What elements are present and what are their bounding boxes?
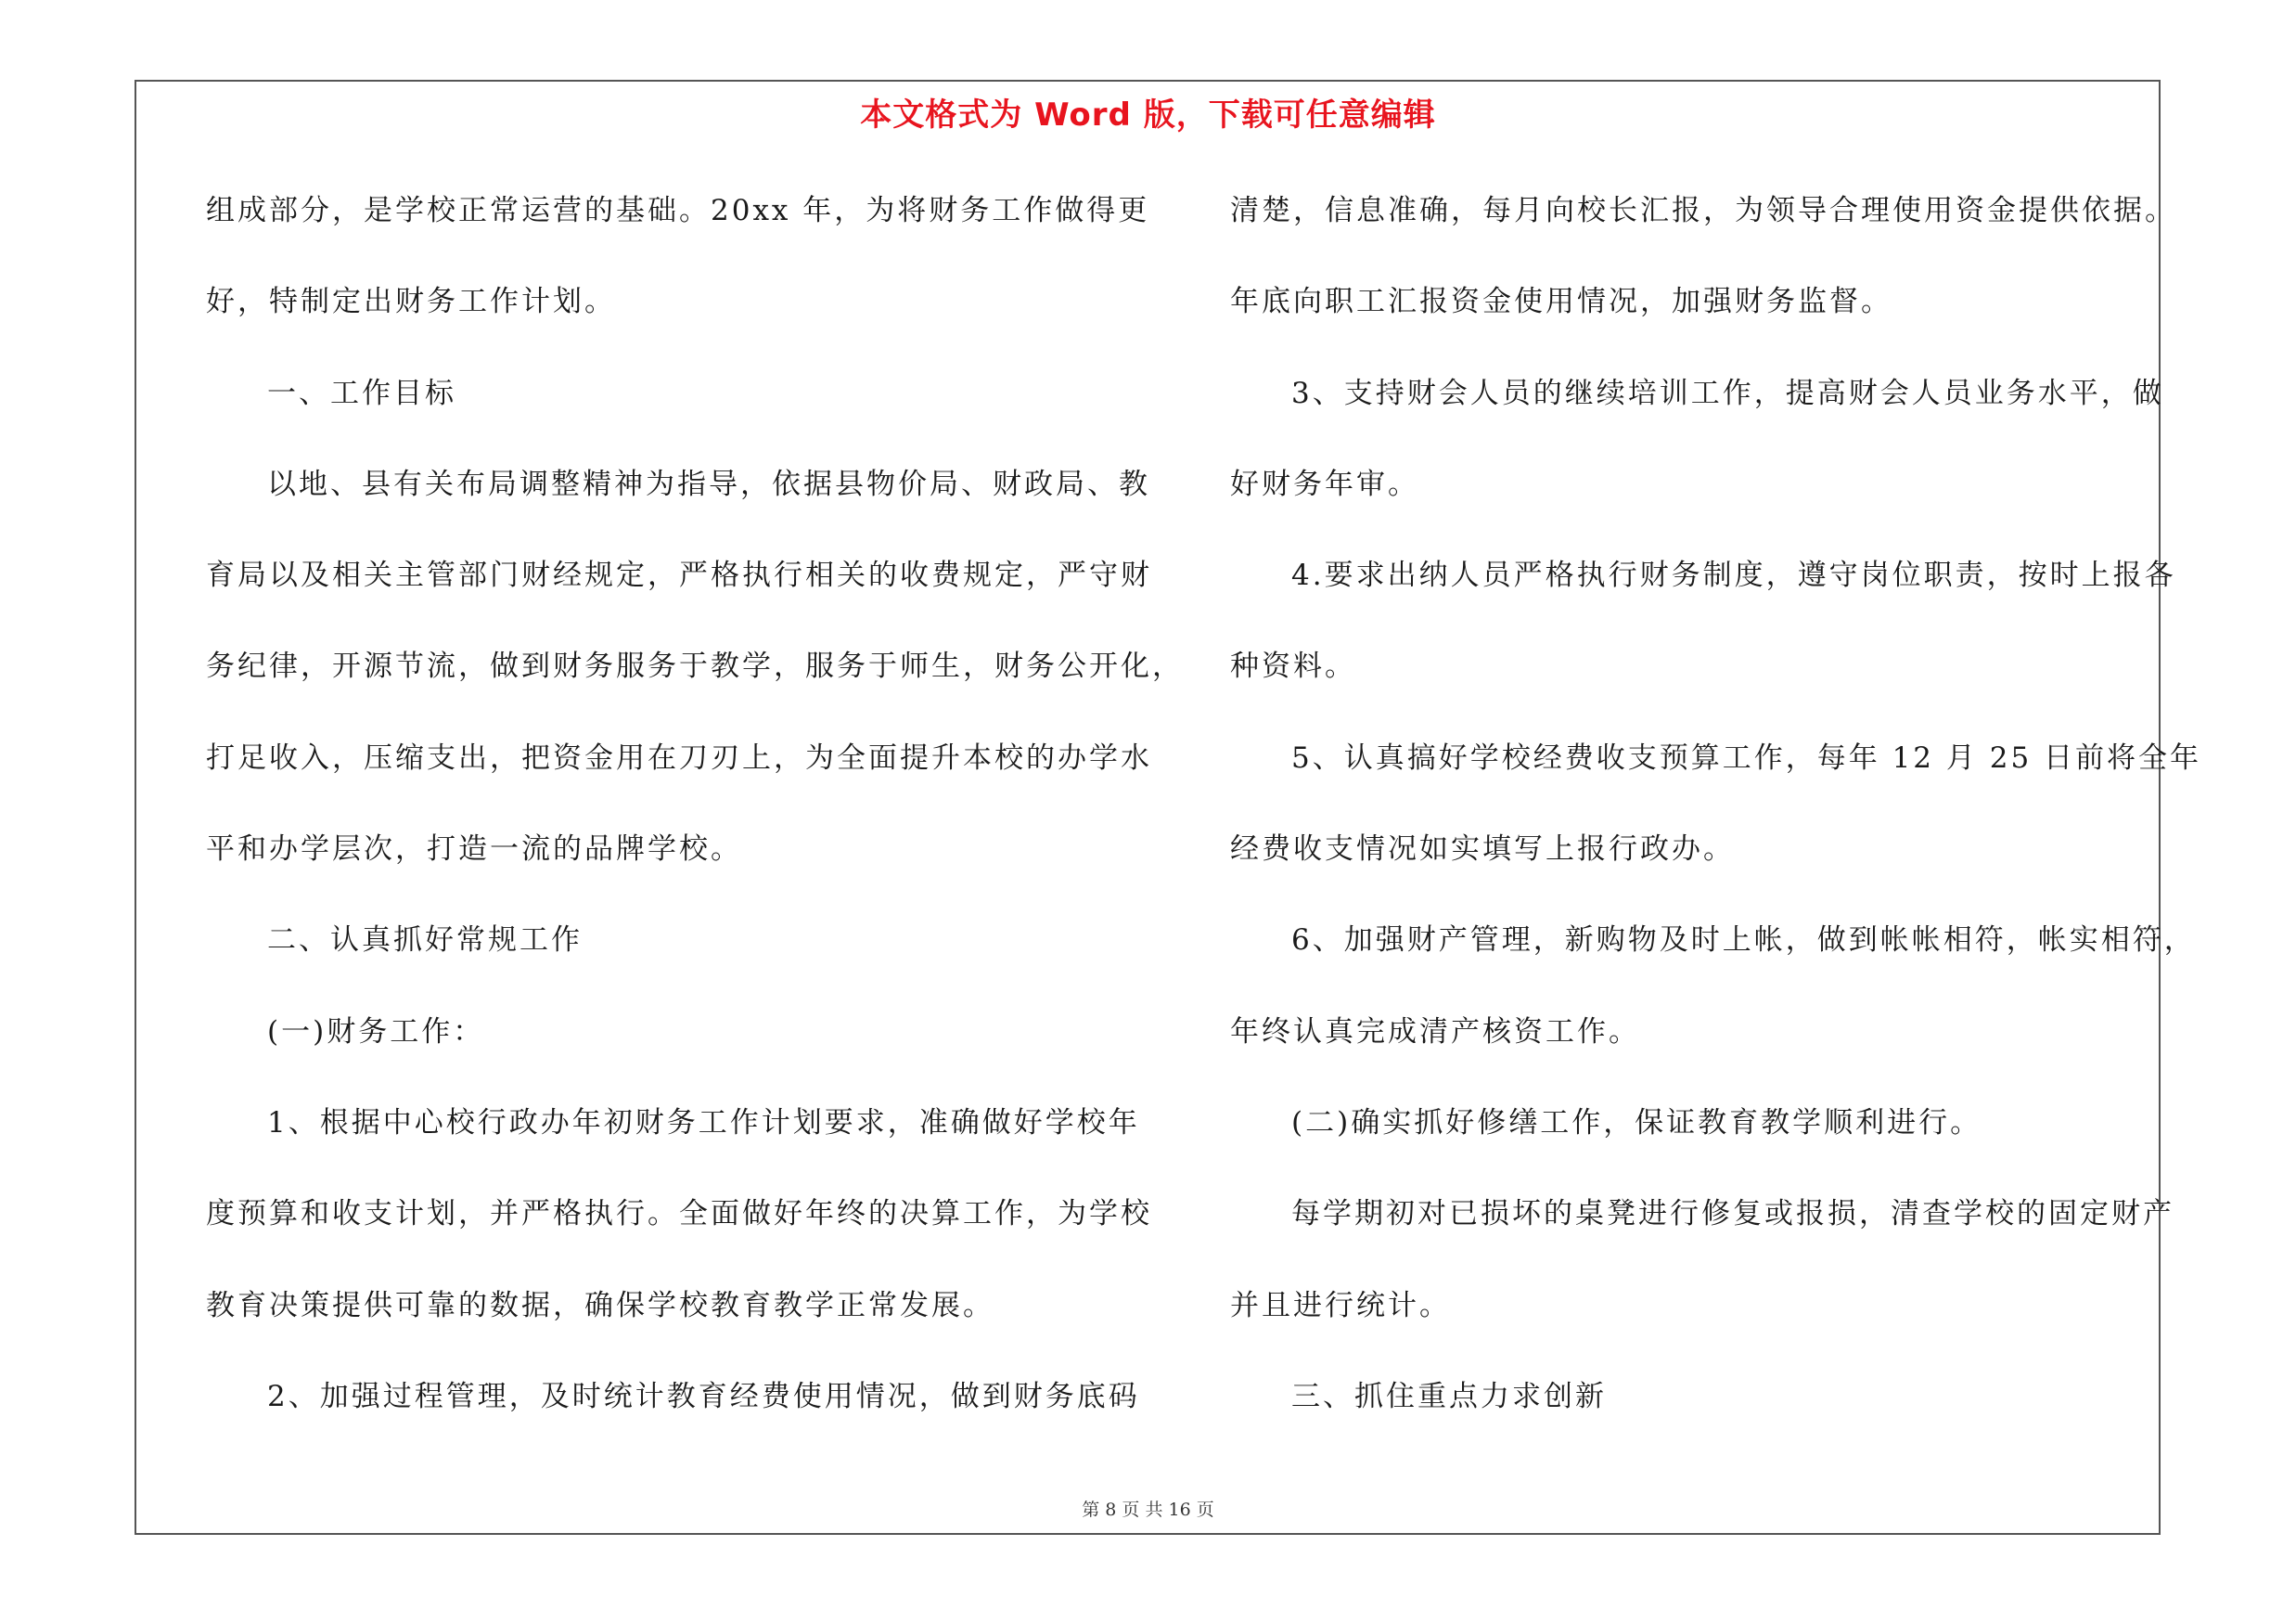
paragraph-line: 好财务年审。	[1230, 467, 1419, 501]
paragraph-line: 经费收支情况如实填写上报行政办。	[1230, 832, 1735, 867]
paragraph-line: 教育决策提供可靠的数据，确保学校教育教学正常发展。	[206, 1288, 994, 1322]
paragraph-line: 年终认真完成清产核资工作。	[1230, 1014, 1640, 1049]
page-number-footer: 第 8 页 共 16 页	[1082, 1500, 1214, 1520]
right-column	[1230, 182, 2202, 1459]
section-heading: 三、抓住重点力求创新	[1291, 1379, 1607, 1413]
paragraph-line: 平和办学层次，打造一流的品牌学校。	[206, 832, 742, 867]
paragraph-line: 种资料。	[1230, 650, 1356, 684]
format-notice-banner: 本文格式为 Word 版，下载可任意编辑	[860, 97, 1436, 134]
left-column	[206, 182, 1184, 1459]
paragraph-line: 4.要求出纳人员严格执行财务制度，遵守岗位职责，按时上报各	[1291, 559, 2176, 593]
paragraph-line: 2、加强过程管理，及时统计教育经费使用情况，做到财务底码	[267, 1379, 1140, 1413]
paragraph-line: 育局以及相关主管部门财经规定，严格执行相关的收费规定，严守财	[206, 559, 1152, 593]
paragraph-line: 清楚，信息准确，每月向校长汇报，为领导合理使用资金提供依据。	[1230, 194, 2176, 227]
paragraph-line: 组成部分，是学校正常运营的基础。20xx 年，为将财务工作做得更	[206, 194, 1150, 227]
subsection-heading: (一)财务工作：	[267, 1014, 485, 1049]
paragraph-line: 务纪律，开源节流，做到财务服务于教学，服务于师生，财务公开化，	[206, 650, 1184, 684]
paragraph-line: 3、支持财会人员的继续培训工作，提高财会人员业务水平，做	[1291, 376, 2164, 410]
paragraph-line: 度预算和收支计划，并严格执行。全面做好年终的决算工作，为学校	[206, 1197, 1152, 1231]
paragraph-line: 好，特制定出财务工作计划。	[206, 285, 616, 319]
paragraph-line: 以地、县有关布局调整精神为指导，依据县物价局、财政局、教	[267, 467, 1150, 501]
paragraph-line: 每学期初对已损坏的桌凳进行修复或报损，清查学校的固定财产	[1291, 1197, 2174, 1231]
section-heading: 一、工作目标	[267, 376, 456, 410]
paragraph-line: 1、根据中心校行政办年初财务工作计划要求，准确做好学校年	[267, 1105, 1140, 1140]
paragraph-line: 5、认真搞好学校经费收支预算工作，每年 12 月 25 日前将全年	[1291, 741, 2202, 775]
paragraph-line: 6、加强财产管理，新购物及时上帐，做到帐帐相符，帐实相符，	[1291, 923, 2196, 958]
paragraph-line: 打足收入，压缩支出，把资金用在刀刃上，为全面提升本校的办学水	[206, 741, 1152, 775]
paragraph-line: 并且进行统计。	[1230, 1288, 1451, 1322]
subsection-heading: (二)确实抓好修缮工作，保证教育教学顺利进行。	[1291, 1105, 1982, 1140]
section-heading: 二、认真抓好常规工作	[267, 923, 583, 958]
paragraph-line: 年底向职工汇报资金使用情况，加强财务监督。	[1230, 285, 1892, 319]
